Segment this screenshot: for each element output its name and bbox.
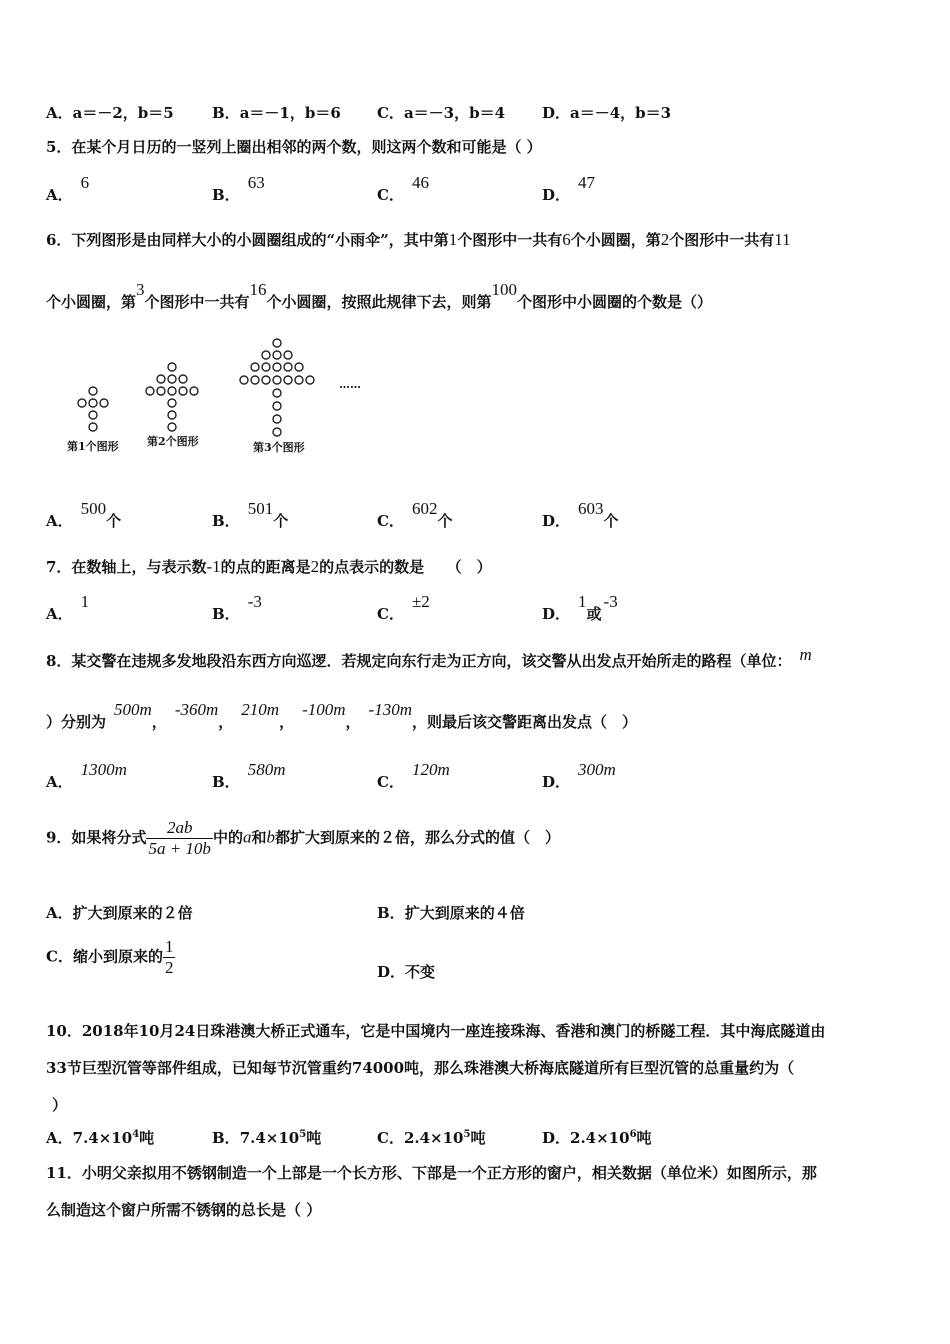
q8-option-b: B．580m (212, 760, 286, 791)
q10-stem-line3: ） (52, 1096, 68, 1114)
figure-label-3: 第3个图形 (253, 441, 305, 454)
q7-option-d: D．1或-3 (542, 592, 618, 623)
q4-option-d: D．a＝－4，b＝3 (542, 104, 672, 122)
q4-option-b: B．a＝－1，b＝6 (212, 104, 341, 122)
umbrella-figures (55, 333, 385, 463)
q7-option-b: B．-3 (212, 592, 262, 623)
q5-option-b: B．63 (212, 173, 265, 204)
q6-option-a: A．500个 (46, 499, 122, 530)
q10-option-a: A．$7.4\times 10^4$吨 (46, 1129, 155, 1147)
q6-option-c: C．602个 (377, 499, 453, 530)
q7-option-c: C．±2 (377, 592, 430, 623)
q9-stem: 9．如果将分式 $\frac{2ab}{5a + 10b}$ 中的a和b都扩大到原来的２倍，那么分式的值（ ） (46, 818, 560, 858)
q5-option-a: A．6 (46, 173, 90, 204)
figure-ellipsis: …… (339, 378, 361, 391)
q8-option-c: C．120m (377, 760, 450, 791)
q6-stem-line2: 个小圆圈，第3个图形中一共有16个小圆圈，按照此规律下去，则第100个图形中小圆圈的个数是（） (46, 280, 713, 311)
q10-stem-line2: 33节巨型沉管等部件组成，已知每节沉管重约74000吨，那么珠港澳大桥海底隧道所有巨型沉管的总重量约为（ (46, 1059, 795, 1077)
figure-label-2: 第2个图形 (147, 435, 199, 448)
q4-option-c: C．a＝－3，b＝4 (377, 104, 506, 122)
q11-stem-line1: 11．小明父亲拟用不锈钢制造一个上部是一个长方形、下部是一个正方形的窗户，相关数据（单位米）如图所示，那 (46, 1164, 817, 1182)
q8-stem-line2: ）分别为500m，-360m，210m，-100m，-130m，则最后该交警距离出发点（ ） (46, 700, 638, 731)
q5-stem: 5．在某个月日历的一竖列上圈出相邻的两个数，则这两个数和可能是（ ） (46, 138, 542, 156)
q7-stem: 7．在数轴上，与表示数-1的点的距离是2的点表示的数是 （ ） (46, 557, 492, 576)
q6-option-d: D．603个 (542, 499, 619, 530)
q10-option-c: C．$2.4\times 10^5$吨 (377, 1129, 486, 1147)
q8-stem-line1: 8．某交警在违规多发地段沿东西方向巡逻．若规定向东行走为正方向，该交警从出发点开始所走的路程（单位： m (46, 645, 812, 670)
q6-stem-line1: 6．下列图形是由同样大小的小圆圈组成的“小雨伞”，其中第1个图形中一共有6个小圆圈，第2个图形中一共有11 (46, 230, 791, 249)
q5-option-c: C．46 (377, 173, 429, 204)
q9-fraction: $\frac{2ab}{5a + 10b}$ (148, 818, 211, 858)
q7-option-a: A．1 (46, 592, 90, 623)
q9-option-b: B．扩大到原来的４倍 (377, 904, 525, 922)
q6-option-b: B．501个 (212, 499, 289, 530)
q10-stem-line1: 10．2018年10月24日珠港澳大桥正式通车，它是中国境内一座连接珠海、香港和澳门的桥隧工程．其中海底隧道由 (46, 1022, 826, 1040)
q9-option-a: A．扩大到原来的２倍 (46, 904, 193, 922)
q11-stem-line2: 么制造这个窗户所需不锈钢的总长是（ ） (46, 1201, 322, 1219)
figure-label-1: 第1个图形 (67, 440, 119, 453)
q10-option-d: D．$2.4\times 10^6$吨 (542, 1129, 652, 1147)
q5-option-d: D．47 (542, 173, 596, 204)
q9-option-d: D．不变 (377, 963, 436, 981)
q10-option-b: B．$7.4\times 10^5$吨 (212, 1129, 322, 1147)
q9-option-c: C．缩小到原来的 $\frac{1}{2}$ (46, 937, 174, 977)
q8-option-d: D．300m (542, 760, 616, 791)
q4-option-a: A．a＝－2，b＝5 (46, 104, 174, 122)
q8-option-a: A．1300m (46, 760, 127, 791)
q9-option-c-fraction: $\frac{1}{2}$ (164, 937, 174, 977)
